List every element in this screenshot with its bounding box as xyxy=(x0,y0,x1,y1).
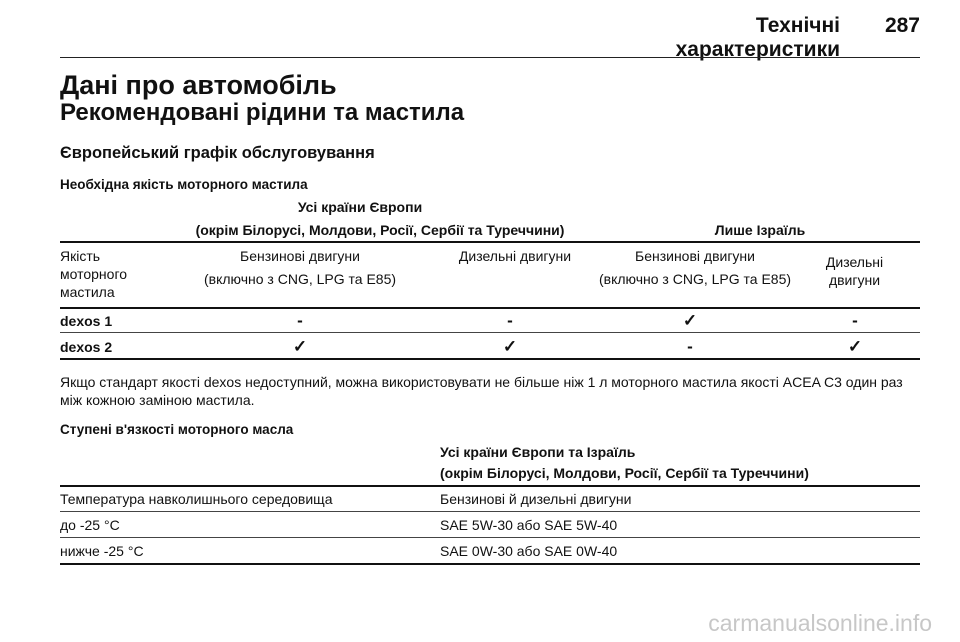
viscosity-temp-cell: до -25 °C xyxy=(60,517,120,533)
table-rule xyxy=(60,485,920,487)
oil-quality-table-title: Необхідна якість моторного мастила xyxy=(60,177,308,192)
table-rule xyxy=(60,307,920,309)
watermark: carmanualsonline.info xyxy=(708,610,932,636)
page-number: 287 xyxy=(884,14,920,37)
column-header-diesel-eu: Дизельні двигуни xyxy=(458,248,572,264)
column-header-engines: Бензинові й дизельні двигуни xyxy=(440,491,632,507)
group-europe-note: (окрім Білорусі, Молдови, Росії, Сербії та Туреччини) xyxy=(195,222,565,238)
table-row-divider xyxy=(60,332,920,333)
cell-dexos2-diesel-eu: ✓ xyxy=(502,337,518,356)
cell-dexos2-diesel-il: ✓ xyxy=(847,337,863,356)
column-header-petrol-eu-note: (включно з CNG, LPG та E85) xyxy=(203,271,397,287)
group-europe-label: Усі країни Європи xyxy=(297,199,423,215)
group-israel-label: Лише Ізраїль xyxy=(714,222,806,238)
cell-dexos2-petrol-eu: ✓ xyxy=(292,337,308,356)
cell-dexos1-petrol-il: ✓ xyxy=(682,311,698,330)
column-header-temperature: Температура навколишнього середовища xyxy=(60,491,333,507)
viscosity-temp-cell: нижче -25 °C xyxy=(60,543,144,559)
subsection-heading: Рекомендовані рідини та мастила xyxy=(60,99,465,126)
column-header-quality: Якість моторного мастила xyxy=(60,248,128,300)
column-header-petrol-il-note: (включно з CNG, LPG та E85) xyxy=(598,271,792,287)
viscosity-group-label: Усі країни Європи та Ізраїль xyxy=(440,444,636,460)
row-label-dexos2: dexos 2 xyxy=(60,339,113,355)
column-header-petrol-il: Бензинові двигуни xyxy=(635,248,755,264)
cell-dexos1-diesel-il: - xyxy=(852,311,858,330)
column-header-diesel-il: Дизельні двигуни xyxy=(825,254,884,288)
header-divider xyxy=(60,57,920,58)
viscosity-group-note: (окрім Білорусі, Молдови, Росії, Сербії та Туреччини) xyxy=(440,465,809,481)
acea-note: Якщо стандарт якості dexos недоступний, можна використовувати не більше ніж 1 л моторного мастила якості ACEA C3 один раз між кожною заміною мастила. xyxy=(60,374,903,408)
table-row-divider xyxy=(60,511,920,512)
cell-dexos2-petrol-il: - xyxy=(687,337,693,356)
page-header-title: Технічні характеристики xyxy=(675,14,840,61)
section-heading: Дані про автомобіль xyxy=(60,70,337,100)
viscosity-grade-cell: SAE 0W-30 або SAE 0W-40 xyxy=(440,543,618,559)
viscosity-grade-cell: SAE 5W-30 або SAE 5W-40 xyxy=(440,517,618,533)
row-label-dexos1: dexos 1 xyxy=(60,313,113,329)
table-rule xyxy=(60,358,920,360)
viscosity-table-title: Ступені в'язкості моторного масла xyxy=(60,422,294,437)
table-rule xyxy=(60,241,920,243)
column-header-petrol-eu: Бензинові двигуни xyxy=(240,248,360,264)
table-rule xyxy=(60,563,920,565)
schedule-heading: Європейський графік обслуговування xyxy=(60,144,375,162)
cell-dexos1-petrol-eu: - xyxy=(297,311,303,330)
table-row-divider xyxy=(60,537,920,538)
cell-dexos1-diesel-eu: - xyxy=(507,311,513,330)
